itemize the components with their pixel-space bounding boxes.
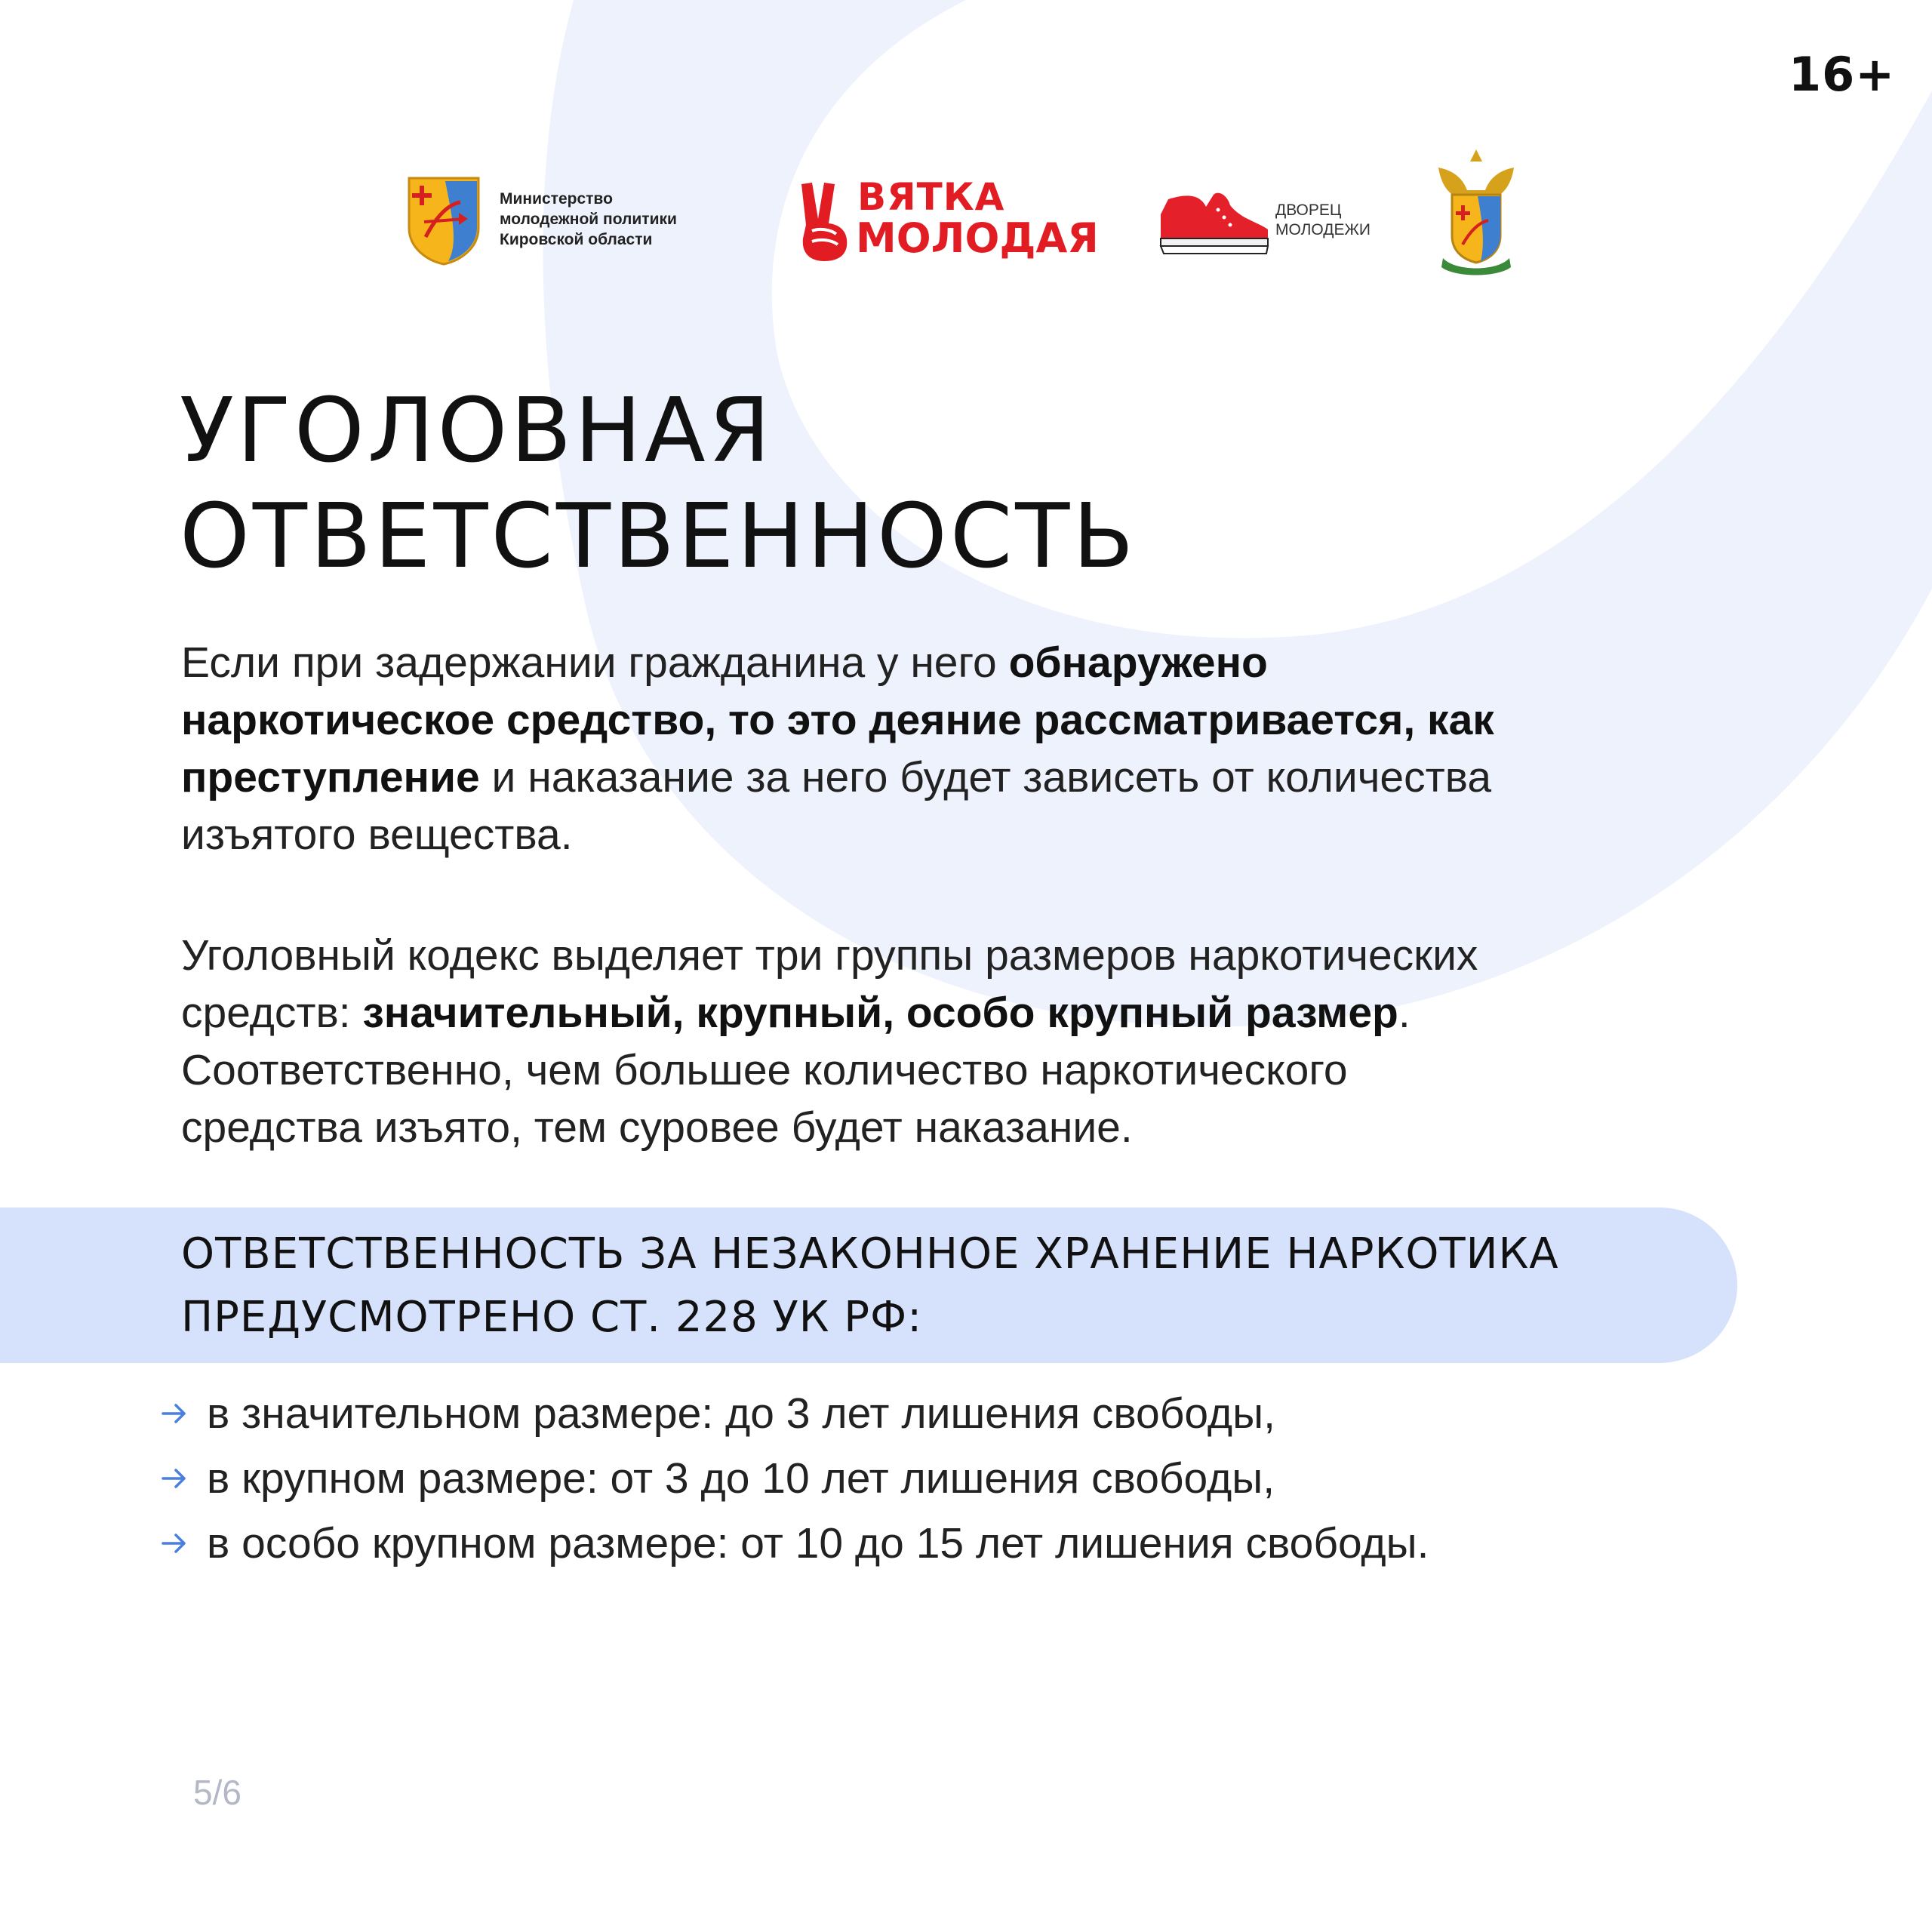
text-span: Уголовный кодекс выделяет три группы размеров наркотических	[181, 931, 1478, 980]
text-span: Соответственно, чем большее количество наркотического	[181, 1046, 1348, 1094]
band-heading	[181, 1223, 1559, 1349]
vyatka-molodaya-logo	[797, 175, 1099, 266]
text-span: Если при задержании гражданина у него	[181, 638, 1009, 687]
molodaya-word: МОЛОДАЯ	[856, 214, 1099, 262]
arrow-right-icon	[162, 1403, 207, 1424]
ministry-name	[500, 189, 677, 250]
bold-span: наркотическое средство, то это деяние рассматривается, как	[181, 696, 1494, 744]
penalties-list	[162, 1381, 1429, 1576]
title-line: УГОЛОВНАЯ	[180, 378, 774, 482]
bold-span: обнаружено	[1008, 638, 1268, 687]
band-line: ПРЕДУСМОТРЕНО СТ. 228 УК РФ:	[181, 1293, 923, 1342]
bold-span: преступление	[181, 753, 480, 801]
paragraph-detention	[181, 634, 1796, 863]
kirov-coat-of-arms-icon	[406, 175, 481, 266]
age-rating: 16+	[1789, 47, 1896, 102]
palace-of-youth-logo	[1158, 184, 1399, 260]
arrow-right-icon	[162, 1533, 207, 1554]
text-span: изъятого вещества.	[181, 811, 573, 859]
ministry-line: молодежной политики	[500, 211, 677, 228]
bold-span: значительный, крупный, особо крупный размер	[362, 989, 1398, 1037]
list-item-text: в особо крупном размере: от 10 до 15 лет лишения свободы.	[207, 1519, 1429, 1567]
list-item	[162, 1381, 1429, 1446]
palace-name	[1275, 201, 1371, 240]
page-title	[180, 377, 1137, 589]
band-line: ОТВЕТСТВЕННОСТЬ ЗА НЕЗАКОННОЕ ХРАНЕНИЕ НАРКОТИКА	[181, 1229, 1559, 1278]
palace-line: МОЛОДЕЖИ	[1275, 221, 1371, 238]
peace-hand-icon	[797, 181, 851, 263]
ministry-line: Министерство	[500, 190, 613, 208]
paragraph-criminal-code	[181, 927, 1796, 1156]
police-emblem-logo	[1432, 145, 1520, 281]
list-item	[162, 1446, 1429, 1511]
ministry-logo	[406, 175, 723, 266]
text-span: средств:	[181, 989, 363, 1037]
arrow-right-icon	[162, 1468, 207, 1489]
vyatka-word: ВЯТКА	[857, 175, 1005, 219]
list-item-text: в крупном размере: от 3 до 10 лет лишения свободы,	[207, 1454, 1275, 1503]
eagle-emblem-icon	[1432, 145, 1520, 281]
ministry-line: Кировской области	[500, 231, 653, 248]
title-line: ОТВЕТСТВЕННОСТЬ	[180, 484, 1137, 588]
list-item-text: в значительном размере: до 3 лет лишения свободы,	[207, 1389, 1275, 1438]
text-span: .	[1398, 989, 1411, 1037]
text-span: и наказание за него будет зависеть от количества	[479, 753, 1492, 801]
text-span: средства изъято, тем суровее будет наказание.	[181, 1103, 1133, 1152]
list-item	[162, 1511, 1429, 1576]
sneaker-icon	[1158, 184, 1271, 260]
palace-line: ДВОРЕЦ	[1275, 202, 1342, 219]
page-indicator: 5/6	[193, 1773, 242, 1812]
